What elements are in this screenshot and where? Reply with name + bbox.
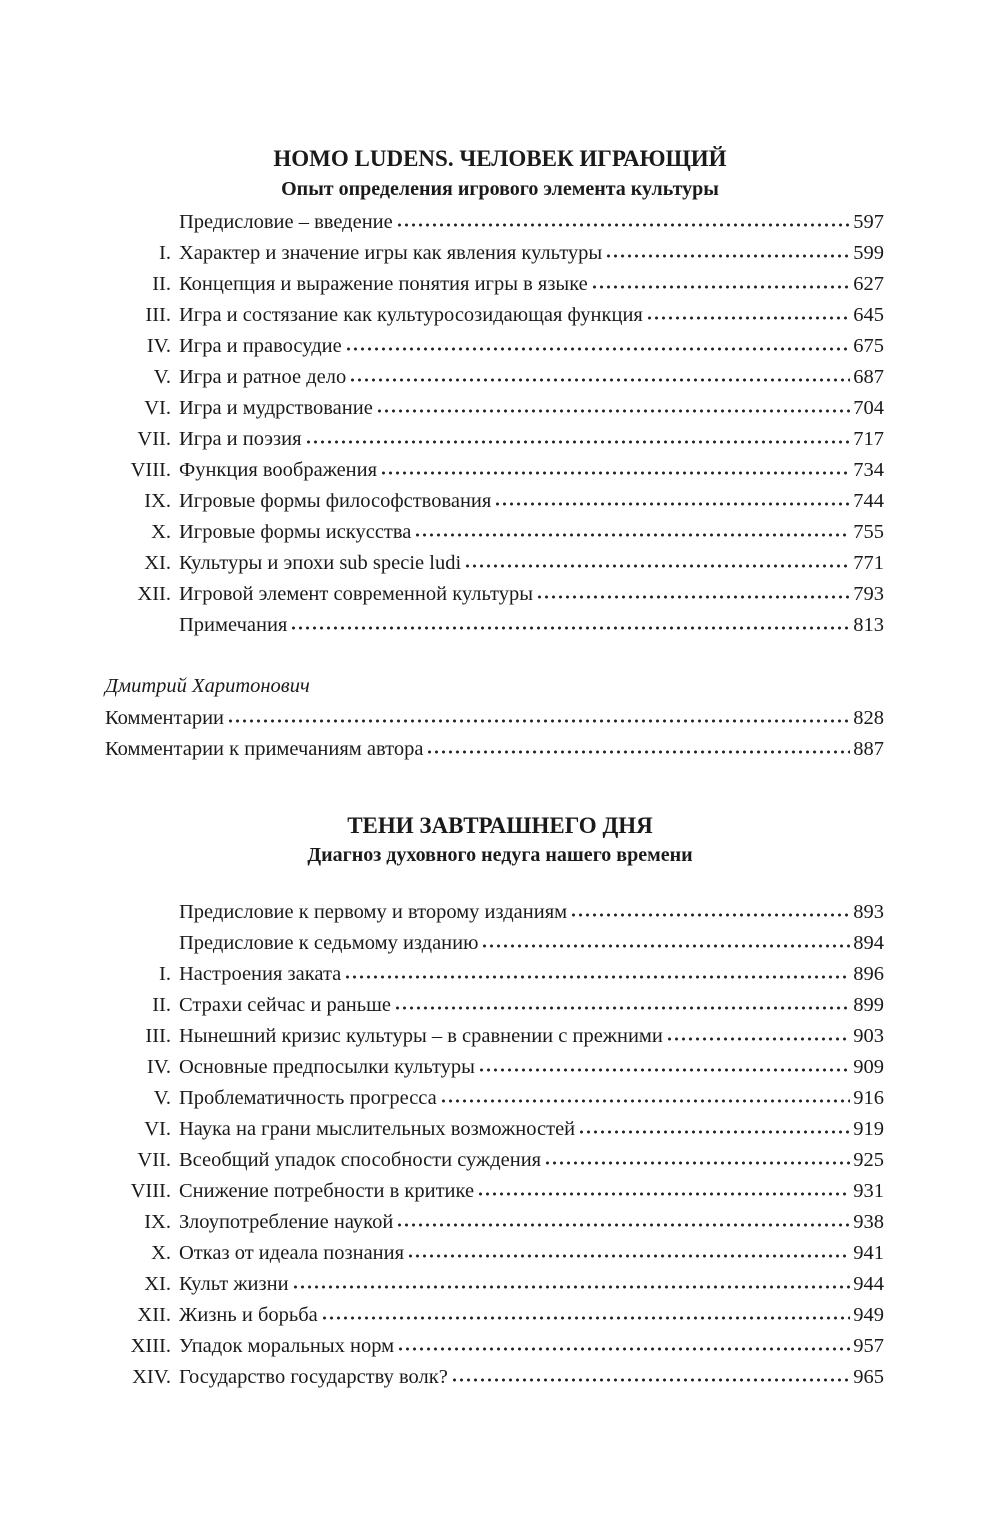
toc-entry[interactable]	[105, 1362, 884, 1393]
chapter-number: III.	[145, 304, 171, 326]
page-number: 938	[853, 1211, 884, 1233]
toc-entry[interactable]	[105, 928, 884, 959]
page-number: 717	[853, 428, 884, 450]
entry-title: Игровой элемент современной культуры	[179, 583, 533, 605]
toc-entry[interactable]	[105, 897, 884, 928]
dot-leader	[570, 912, 850, 918]
page-number: 894	[853, 932, 884, 954]
dot-leader	[666, 1036, 850, 1042]
dot-leader	[477, 1191, 850, 1197]
page-number: 645	[853, 304, 884, 326]
entry-title: Функция воображения	[179, 459, 378, 481]
toc-entry[interactable]	[105, 1083, 884, 1114]
toc-entry[interactable]	[105, 331, 884, 362]
page-number: 957	[853, 1335, 884, 1357]
page-number: 771	[853, 552, 884, 574]
chapter-number: III.	[145, 1025, 171, 1047]
toc-list	[105, 207, 884, 641]
chapter-number: X.	[151, 521, 171, 543]
page-number: 793	[853, 583, 884, 605]
entry-title: Комментарии к примечаниям автора	[105, 738, 424, 760]
chapter-number: II.	[152, 994, 171, 1016]
section-subtitle: Опыт определения игрового элемента культуры	[281, 178, 719, 200]
entry-title: Концепция и выражение понятия игры в языке	[179, 273, 588, 295]
toc-entry[interactable]	[105, 734, 884, 765]
page-number: 599	[853, 242, 884, 264]
page-number: 627	[853, 273, 884, 295]
entry-title: Игра и мудрствование	[179, 397, 373, 419]
entry-title: Характер и значение игры как явления культуры	[179, 242, 603, 264]
entry-title: Всеобщий упадок способности суждения	[179, 1149, 542, 1171]
page-number: 909	[853, 1056, 884, 1078]
entry-title: Отказ от идеала познания	[179, 1242, 405, 1264]
toc-entry[interactable]	[105, 703, 884, 734]
toc-entry[interactable]	[105, 579, 884, 610]
page-number: 896	[853, 963, 884, 985]
chapter-number: XII.	[137, 583, 171, 605]
entry-title: Основные предпосылки культуры	[179, 1056, 475, 1078]
dot-leader	[578, 1129, 850, 1135]
dot-leader	[407, 1253, 850, 1259]
toc-entry[interactable]	[105, 207, 884, 238]
chapter-number: I.	[159, 963, 171, 985]
section-title: ТЕНИ ЗАВТРАШНЕГО ДНЯ	[347, 813, 653, 838]
chapter-number: VI.	[144, 397, 171, 419]
page-number: 887	[853, 738, 884, 760]
dot-leader	[227, 718, 850, 724]
dot-leader	[376, 408, 850, 414]
dot-leader	[646, 315, 850, 321]
page-number: 828	[853, 707, 884, 729]
toc-entry[interactable]	[105, 1331, 884, 1362]
page-number: 916	[853, 1087, 884, 1109]
dot-leader	[451, 1377, 850, 1383]
dot-leader	[397, 1346, 850, 1352]
dot-leader	[345, 346, 851, 352]
toc-entry[interactable]	[105, 1269, 884, 1300]
chapter-number: VII.	[137, 1149, 171, 1171]
entry-title: Культуры и эпохи sub specie ludi	[179, 552, 462, 574]
chapter-number: II.	[152, 273, 171, 295]
chapter-number: IV.	[146, 335, 171, 357]
entry-title: Наука на грани мыслительных возможностей	[179, 1118, 576, 1140]
page-number: 944	[853, 1273, 884, 1295]
dot-leader	[440, 1098, 851, 1104]
dot-leader	[305, 439, 851, 445]
page-number: 899	[853, 994, 884, 1016]
chapter-number: V.	[153, 1087, 171, 1109]
dot-leader	[464, 563, 850, 569]
toc-entry[interactable]	[105, 300, 884, 331]
toc-entry[interactable]	[105, 1114, 884, 1145]
page-number: 919	[853, 1118, 884, 1140]
page-number: 965	[853, 1366, 884, 1388]
dot-leader	[544, 1160, 850, 1166]
toc-entry[interactable]	[105, 1021, 884, 1052]
dot-leader	[321, 1315, 850, 1321]
page-number: 941	[853, 1242, 884, 1264]
commentary-list	[105, 703, 884, 765]
toc-entry[interactable]	[105, 610, 884, 641]
toc-entry[interactable]	[105, 1145, 884, 1176]
page-number: 744	[853, 490, 884, 512]
chapter-number: IV.	[146, 1056, 171, 1078]
chapter-number: VI.	[144, 1118, 171, 1140]
entry-title: Примечания	[179, 614, 288, 636]
section-title: HOMO LUDENS. ЧЕЛОВЕК ИГРАЮЩИЙ	[273, 146, 727, 171]
dot-leader	[394, 1005, 850, 1011]
entry-title: Жизнь и борьба	[179, 1304, 318, 1326]
entry-title: Злоупотребление наукой	[179, 1211, 394, 1233]
toc-entry[interactable]	[105, 424, 884, 455]
page-number: 925	[853, 1149, 884, 1171]
entry-title: Государство государству волк?	[179, 1366, 448, 1388]
dot-leader	[494, 501, 850, 507]
page-number: 687	[853, 366, 884, 388]
entry-title: Игра и поэзия	[179, 428, 302, 450]
entry-title: Предисловие к первому и второму изданиям	[179, 901, 568, 923]
section-subtitle: Диагноз духовного недуга нашего времени	[307, 844, 693, 866]
page-number: 903	[853, 1025, 884, 1047]
chapter-number: XIII.	[130, 1335, 171, 1357]
page-number: 704	[853, 397, 884, 419]
toc-entry[interactable]	[105, 1176, 884, 1207]
chapter-number: XI.	[144, 552, 171, 574]
dot-leader	[536, 594, 850, 600]
page-number: 813	[853, 614, 884, 636]
chapter-number: VIII.	[130, 459, 171, 481]
chapter-number: XIV.	[132, 1366, 171, 1388]
toc-entry[interactable]	[105, 486, 884, 517]
entry-title: Предисловие – введение	[179, 211, 393, 233]
toc-entry[interactable]	[105, 548, 884, 579]
page-number: 949	[853, 1304, 884, 1326]
entry-title: Страхи сейчас и раньше	[179, 994, 392, 1016]
chapter-number: VII.	[137, 428, 171, 450]
entry-title: Игровые формы искусства	[179, 521, 412, 543]
entry-title: Культ жизни	[179, 1273, 289, 1295]
page-number: 755	[853, 521, 884, 543]
dot-leader	[478, 1067, 850, 1073]
chapter-number: IX.	[144, 490, 171, 512]
dot-leader	[380, 470, 850, 476]
toc-entry[interactable]	[105, 990, 884, 1021]
toc-entry[interactable]	[105, 1300, 884, 1331]
toc-entry[interactable]	[105, 269, 884, 300]
entry-title: Игровые формы философствования	[179, 490, 492, 512]
entry-title: Проблематичность прогресса	[179, 1087, 437, 1109]
toc-entry[interactable]	[105, 959, 884, 990]
page-number: 734	[853, 459, 884, 481]
toc-entry[interactable]	[105, 393, 884, 424]
dot-leader	[349, 377, 850, 383]
page-number: 931	[853, 1180, 884, 1202]
page-number: 675	[853, 335, 884, 357]
chapter-number: IX.	[144, 1211, 171, 1233]
dot-leader	[414, 532, 850, 538]
entry-title: Нынешний кризис культуры – в сравнении с прежними	[179, 1025, 663, 1047]
dot-leader	[605, 253, 850, 259]
entry-title: Игра и правосудие	[179, 335, 342, 357]
chapter-number: X.	[151, 1242, 171, 1264]
dot-leader	[344, 974, 850, 980]
entry-title: Упадок моральных норм	[179, 1335, 395, 1357]
toc-entry[interactable]	[105, 455, 884, 486]
chapter-number: I.	[159, 242, 171, 264]
toc-entry[interactable]	[105, 1207, 884, 1238]
dot-leader	[290, 625, 850, 631]
entry-title: Настроения заката	[179, 963, 342, 985]
toc-entry[interactable]	[105, 362, 884, 393]
dot-leader	[396, 1222, 850, 1228]
page-number: 893	[853, 901, 884, 923]
toc-entry[interactable]	[105, 238, 884, 269]
chapter-number: V.	[153, 366, 171, 388]
dot-leader	[426, 749, 850, 755]
entry-title: Снижение потребности в критике	[179, 1180, 475, 1202]
toc-entry[interactable]	[105, 517, 884, 548]
toc-entry[interactable]	[105, 1238, 884, 1269]
dot-leader	[481, 943, 850, 949]
commentary-author: Дмитрий Харитонович	[105, 675, 310, 697]
entry-title: Игра и состязание как культуросозидающая функция	[179, 304, 643, 326]
chapter-number: VIII.	[130, 1180, 171, 1202]
chapter-number: XI.	[144, 1273, 171, 1295]
entry-title: Предисловие к седьмому изданию	[179, 932, 479, 954]
entry-title: Комментарии	[105, 707, 225, 729]
dot-leader	[292, 1284, 851, 1290]
dot-leader	[591, 284, 851, 290]
page-number: 597	[853, 211, 884, 233]
chapter-number: XII.	[137, 1304, 171, 1326]
entry-title: Игра и ратное дело	[179, 366, 347, 388]
toc-entry[interactable]	[105, 1052, 884, 1083]
dot-leader	[396, 222, 851, 228]
toc-list	[105, 897, 884, 1393]
